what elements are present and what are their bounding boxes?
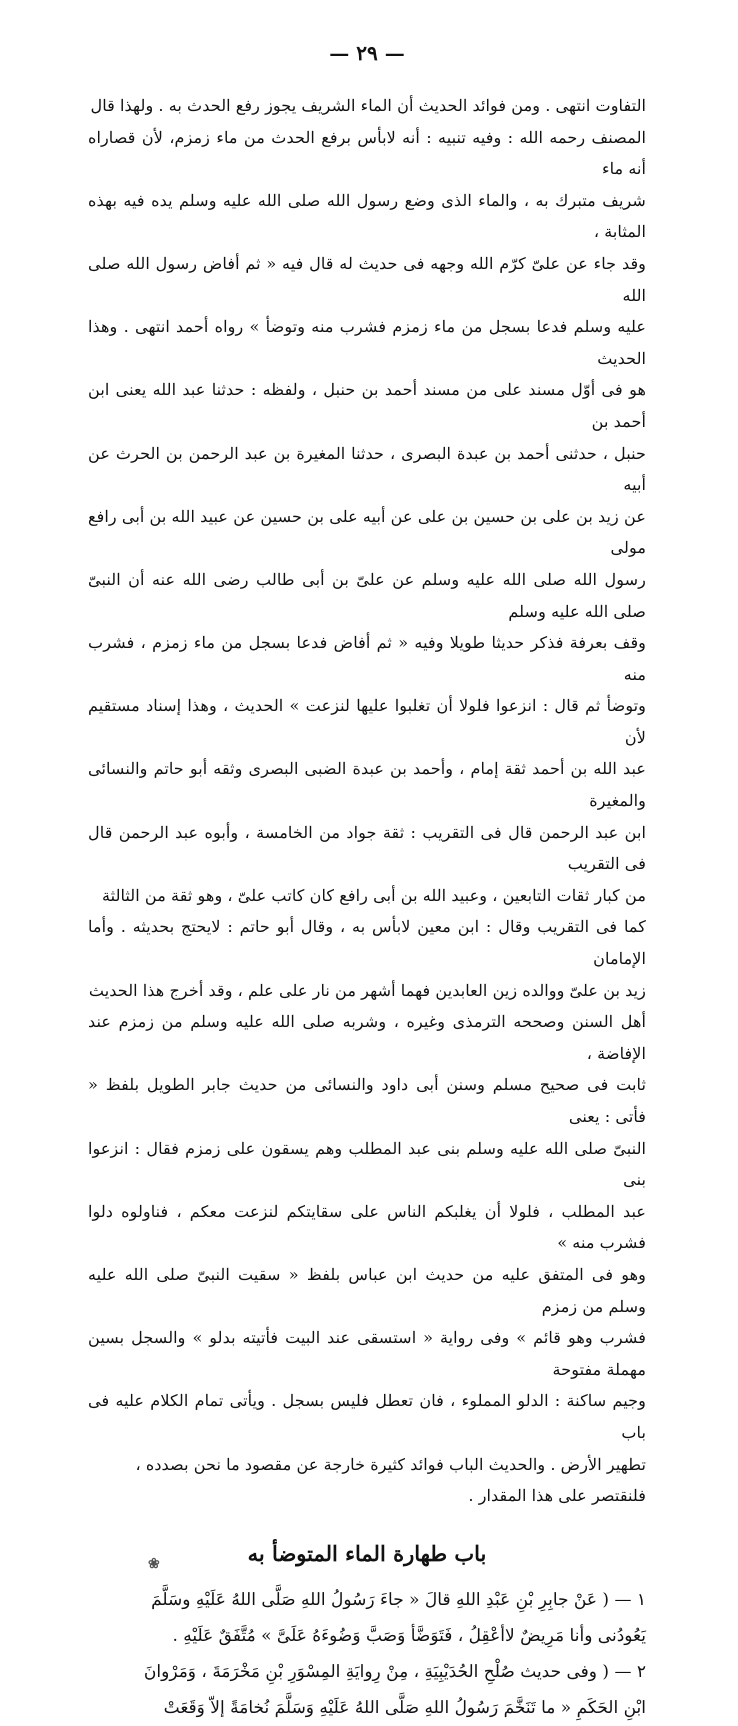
text-line: ابن عبد الرحمن قال فى التقريب : ثقة جواد من الخامسة ، وأبوه عبد الرحمن قال فى التقريب xyxy=(88,822,646,874)
text-line: حنبل ، حدثنى أحمد بن عبدة البصرى ، حدثنا المغيرة بن عبد الرحمن بن الحرث عن أبيه xyxy=(88,443,646,495)
flower-ornament-icon: ❀ xyxy=(148,1555,160,1572)
commentary-text xyxy=(88,90,646,1512)
text-line: وهو فى المتفق عليه من حديث ابن عباس بلفظ « سقيت النبىّ صلى الله عليه وسلم من زمزم xyxy=(88,1264,646,1316)
text-line: عبد المطلب ، فلولا أن يغلبكم الناس على سقايتكم لنزعت معكم ، فناولوه دلوا فشرب منه » xyxy=(88,1201,646,1253)
text-line: أهل السنن وصححه الترمذى وغيره ، وشربه صلى الله عليه وسلم من زمزم عند الإفاضة ، xyxy=(88,1012,646,1063)
hadith-line: ١ — ( عَنْ جابِرِ بْنِ عَبْدِ اللهِ قالَ « جاءَ رَسُولُ اللهِ صَلَّى اللهُ عَلَيْهِ وسَلَّمَ xyxy=(151,1589,646,1610)
hadith-line: ابْنِ الحَكَمِ « ما تَنَخَّمَ رَسُولُ اللهِ صَلَّى اللهُ عَلَيْهِ وَسَلَّمَ نُخامَةً إلاّ وَقَعَتْ xyxy=(163,1697,646,1718)
text-line: النبىّ صلى الله عليه وسلم بنى عبد المطلب وهم يسقون على زمزم فقال : انزعوا بنى xyxy=(88,1138,646,1190)
text-line: عن زيد بن على بن حسين بن على عن أبيه على بن حسين عن عبيد الله بن أبى رافع مولى xyxy=(88,506,646,558)
text-line: وقد جاء عن علىّ كرّم الله وجهه فى حديث له قال فيه « ثم أفاض رسول الله صلى الله xyxy=(88,253,646,305)
chapter-title-text: باب طهارة الماء المتوضأ به xyxy=(247,1540,487,1566)
chapter-heading xyxy=(88,1532,646,1576)
text-line: هو فى أوّل مسند على من مسند أحمد بن حنبل ، ولفظه : حدثنا عبد الله يعنى ابن أحمد بن xyxy=(88,380,646,431)
text-line: ثابت فى صحيح مسلم وسنن أبى داود والنسائى من حديث جابر الطويل بلفظ « فأتى : يعنى xyxy=(88,1075,646,1126)
text-line: التفاوت انتهى . ومن فوائد الحديث أن الماء الشريف يجوز رفع الحدث به . ولهذا قال xyxy=(90,96,646,115)
text-line: وجيم ساكنة : الدلو المملوء ، فان تعطل فليس بسجل . ويأتى تمام الكلام عليه فى باب xyxy=(88,1391,646,1442)
text-line: من كبار ثقات التابعين ، وعبيد الله بن أبى رافع كان كاتب علىّ ، وهو ثقة من الثالثة xyxy=(102,885,646,905)
hadith-line: يَعُودُنى وأنا مَرِيضٌ لاأعْقِلُ ، فَتَوَضَّأ وَصَبَّ وَضُوءَهُ عَلَىَّ » مُتَّفَقٌ عَلَيْهِ . xyxy=(172,1625,646,1646)
hadith-line: ٢ — ( وفى حديث صُلْحِ الحُدَيْبِيَةِ ، مِنْ رِوايَةِ المِسْوَرِ بْنِ مَخْرَمَةَ ، وَمَرْوانَ xyxy=(143,1661,646,1682)
text-line: المصنف رحمه الله : وفيه تنبيه : أنه لابأس برفع الحدث من ماء زمزم، لأن قصاراه أنه ماء xyxy=(88,127,646,179)
text-line: كما فى التقريب وقال : ابن معين لابأس به ، وقال أبو حاتم : لايحتج بحديثه . وأما الإمامان xyxy=(88,917,646,969)
text-line: رسول الله صلى الله عليه وسلم عن علىّ بن أبى طالب رضى الله عنه أن النبىّ صلى الله عليه وسلم xyxy=(88,569,646,621)
page-number: — ٢٩ — xyxy=(329,41,405,65)
text-line: تطهير الأرض . والحديث الباب فوائد كثيرة خارجة عن مقصود ما نحن بصدده ، xyxy=(135,1454,646,1474)
hadith-text xyxy=(88,1582,646,1726)
text-line: عبد الله بن أحمد ثقة إمام ، وأحمد بن عبدة الضبى البصرى وثقه أبو حاتم والنسائى والمغيرة xyxy=(88,759,646,811)
text-line: عليه وسلم فدعا بسجل من ماء زمزم فشرب منه وتوضأ » رواه أحمد انتهى . وهذا الحديث xyxy=(88,317,646,368)
text-line: شريف متبرك به ، والماء الذى وضع رسول الله صلى الله عليه وسلم يده فيه بهذه المثابة ، xyxy=(88,190,646,242)
text-line: فشرب وهو قائم » وفى رواية « استسقى عند البيت فأتيته بدلو » والسجل بسين مهملة مفتوحة xyxy=(88,1328,646,1379)
text-line: وقف بعرفة فذكر حديثا طويلا وفيه « ثم أفاض فدعا بسجل من ماء زمزم ، فشرب منه xyxy=(88,633,646,684)
text-line: زيد بن علىّ ووالده زين العابدين فهما أشهر من نار على علم ، وقد أخرج هذا الحديث xyxy=(88,980,646,1000)
text-line: وتوضأ ثم قال : انزعوا فلولا أن تغلبوا عليها لنزعت » الحديث ، وهذا إسناد مستقيم لأن xyxy=(88,696,646,747)
text-line: فلنقتصر على هذا المقدار . xyxy=(468,1486,646,1506)
